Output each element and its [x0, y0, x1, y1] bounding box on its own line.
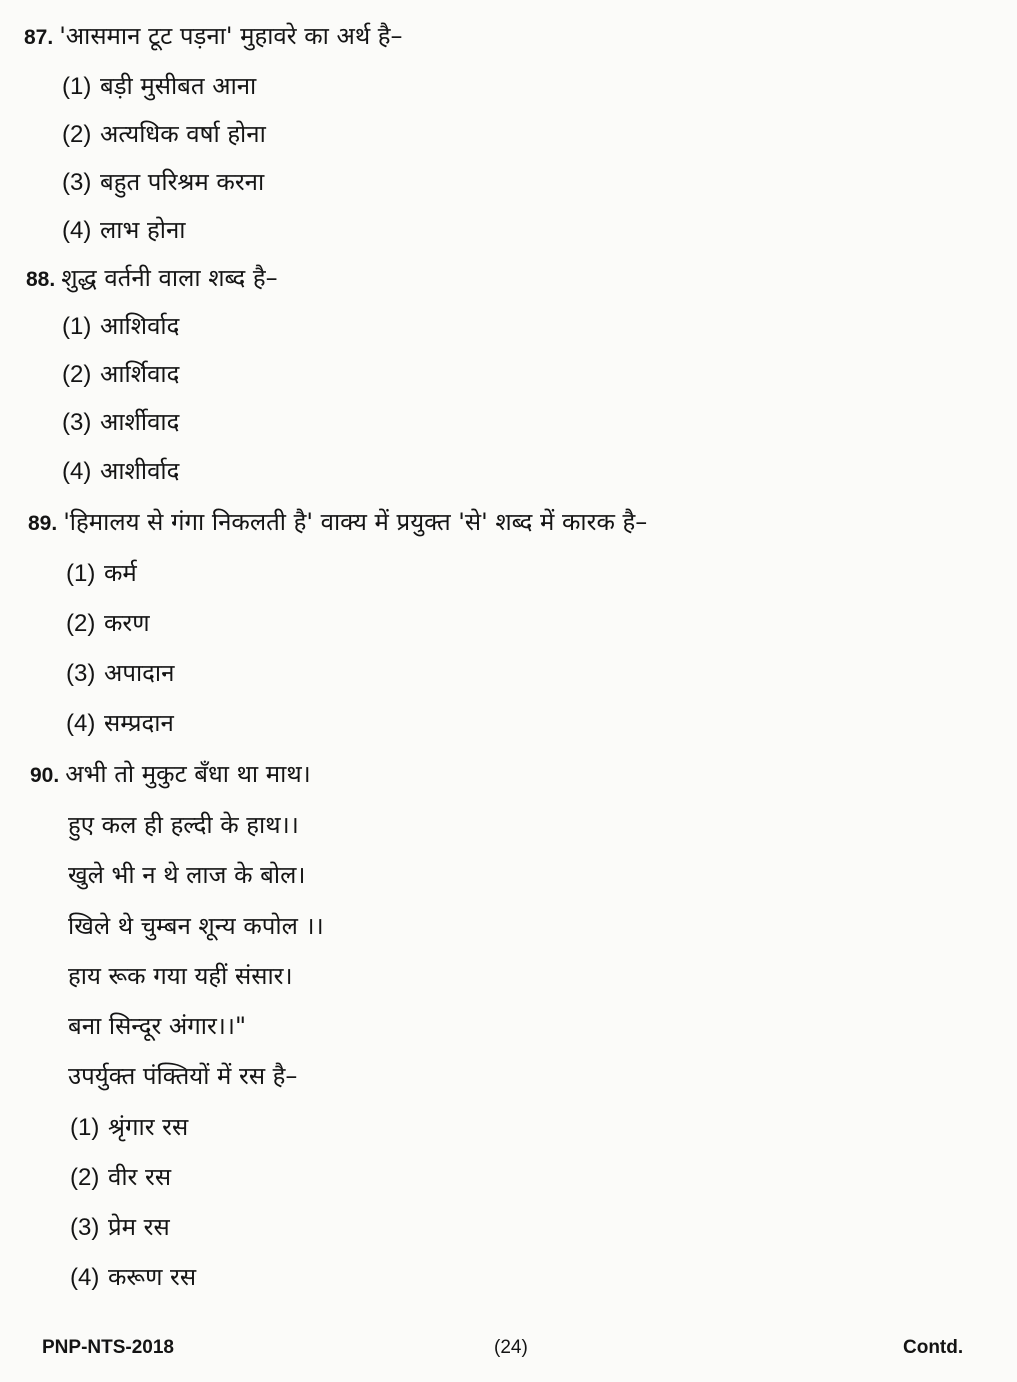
- option: [66, 607, 150, 640]
- option-label: (2): [62, 361, 92, 388]
- option-label: (3): [66, 660, 96, 687]
- verse-line: खुले भी न थे लाज के बोल।: [68, 861, 306, 889]
- option-text: करण: [104, 609, 150, 637]
- option-label: (1): [70, 1114, 100, 1141]
- option: [62, 214, 186, 247]
- verse-line: हाय रूक गया यहीं संसार।: [68, 962, 293, 990]
- option-text: आशीर्वाद: [100, 457, 180, 485]
- option-text: लाभ होना: [100, 216, 186, 244]
- option: [62, 455, 179, 488]
- option: [70, 1111, 188, 1144]
- option: [70, 1261, 196, 1294]
- option-label: (1): [62, 73, 92, 100]
- option-text: श्रृंगार रस: [108, 1113, 189, 1141]
- verse-line: बना सिन्दूर अंगार।।": [68, 1012, 247, 1040]
- question-number: 87.: [24, 26, 54, 49]
- option-label: (4): [62, 458, 92, 485]
- option: [62, 310, 179, 343]
- option-label: (2): [66, 610, 96, 637]
- footer-code: PNP-NTS-2018: [42, 1337, 174, 1358]
- option: [62, 70, 256, 103]
- question-87: [24, 20, 403, 54]
- question-text: शुद्ध वर्तनी वाला शब्द है–: [61, 264, 278, 292]
- option-text: बड़ी मुसीबत आना: [100, 72, 257, 100]
- option-text: आर्शीवाद: [100, 408, 180, 436]
- option: [62, 166, 264, 199]
- option-label: (2): [70, 1164, 100, 1191]
- question-number: 89.: [28, 512, 58, 535]
- option-text: आर्शिवाद: [100, 360, 180, 388]
- option-label: (1): [66, 560, 96, 587]
- option: [62, 118, 266, 151]
- option-text: बहुत परिश्रम करना: [100, 168, 265, 196]
- option-label: (3): [70, 1214, 100, 1241]
- option-text: अत्यधिक वर्षा होना: [100, 120, 266, 148]
- option: [66, 657, 174, 690]
- option: [66, 707, 174, 740]
- question-number: 90.: [30, 764, 60, 787]
- option-label: (4): [66, 710, 96, 737]
- option: [70, 1211, 170, 1244]
- question-89: [28, 506, 647, 540]
- option-label: (3): [62, 169, 92, 196]
- footer-page-number: (24): [494, 1337, 528, 1358]
- question-text: अभी तो मुकुट बँधा था माथ।: [65, 760, 311, 788]
- option-text: सम्प्रदान: [104, 709, 174, 737]
- option-text: आशिर्वाद: [100, 312, 180, 340]
- option-label: (1): [62, 313, 92, 340]
- question-text: 'हिमालय से गंगा निकलती है' वाक्य में प्रयुक्त 'से' शब्द में कारक है–: [63, 508, 648, 536]
- question-prompt: उपर्युक्त पंक्तियों में रस है–: [68, 1062, 298, 1090]
- option-text: प्रेम रस: [108, 1213, 170, 1241]
- option-text: अपादान: [104, 659, 175, 687]
- question-text: 'आसमान टूट पड़ना' मुहावरे का अर्थ है–: [59, 22, 403, 50]
- option-text: करूण रस: [108, 1263, 197, 1291]
- option-label: (4): [70, 1264, 100, 1291]
- option-text: वीर रस: [108, 1163, 172, 1191]
- question-88: [26, 262, 278, 296]
- option: [62, 406, 179, 439]
- footer-contd: Contd.: [903, 1337, 964, 1358]
- verse-line: हुए कल ही हल्दी के हाथ।।: [68, 811, 299, 839]
- option: [70, 1161, 171, 1194]
- option: [66, 557, 137, 590]
- option-label: (4): [62, 217, 92, 244]
- question-number: 88.: [26, 268, 56, 291]
- option-label: (2): [62, 121, 92, 148]
- question-90: [30, 758, 311, 792]
- verse-line: खिले थे चुम्बन शून्य कपोल ।।: [68, 912, 324, 940]
- option-text: कर्म: [104, 559, 137, 587]
- option: [62, 358, 179, 391]
- option-label: (3): [62, 409, 92, 436]
